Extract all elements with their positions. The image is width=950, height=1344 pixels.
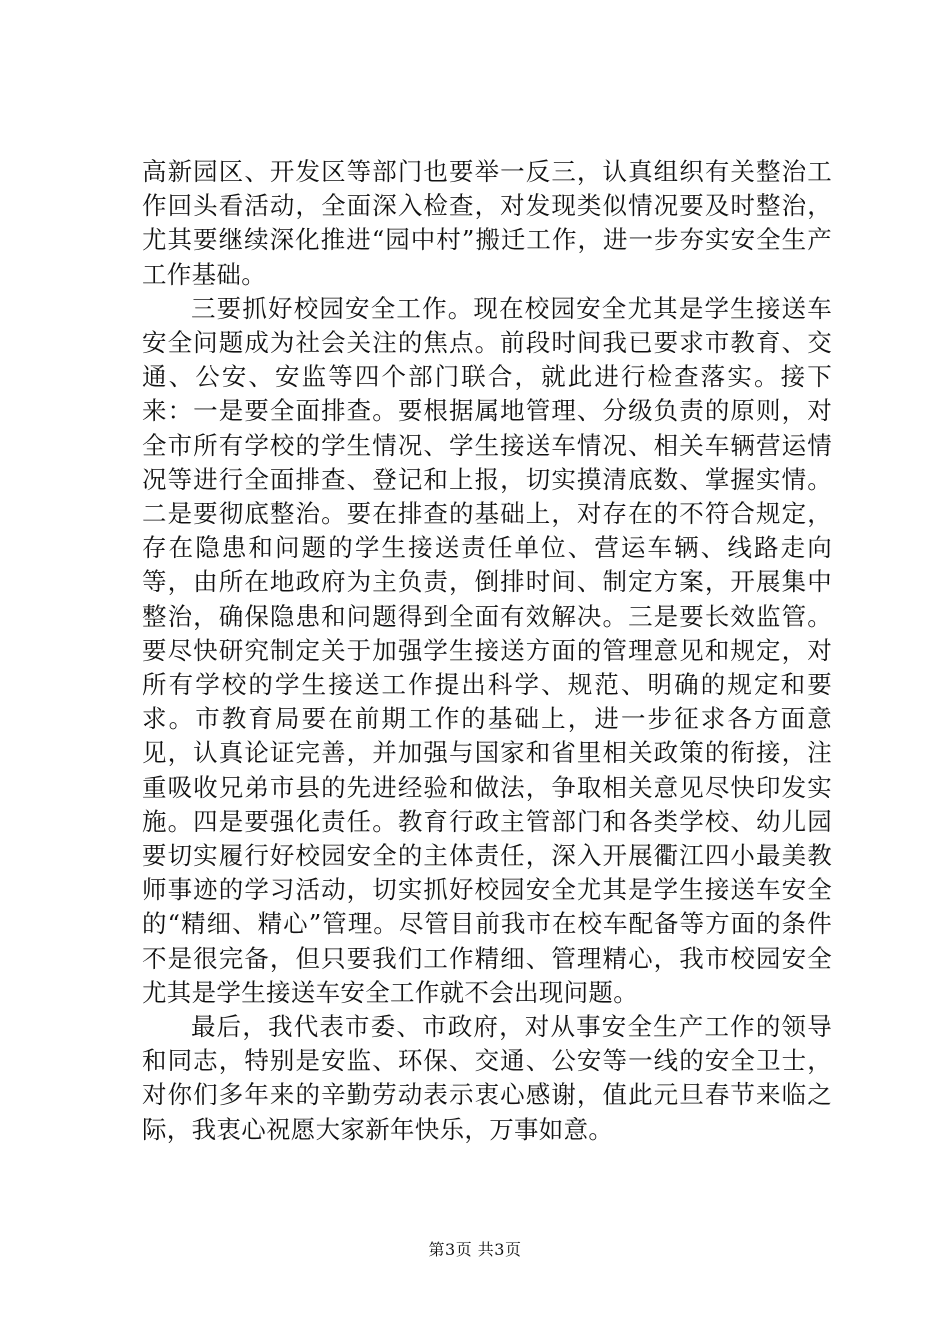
- paragraph-2: 三要抓好校园安全工作。现在校园安全尤其是学生接送车安全问题成为社会关注的焦点。前段时间我已要求市教育、交通、公安、安监等四个部门联合，就此进行检查落实。接下来：一是要全面排查。要根据属地管理、分级负责的原则，对全市所有学校的学生情况、学生接送车情况、相关车辆营运情况等进行全面排查、登记和上报，切实摸清底数、掌握实情。二是要彻底整治。要在排查的基础上，对存在的不符合规定，存在隐患和问题的学生接送责任单位、营运车辆、线路走向等，由所在地政府为主负责，倒排时间、制定方案，开展集中整治，确保隐患和问题得到全面有效解决。三是要长效监管。要尽快研究制定关于加强学生接送方面的管理意见和规定，对所有学校的学生接送工作提出科学、规范、明确的规定和要求。市教育局要在前期工作的基础上，进一步征求各方面意见，认真论证完善，并加强与国家和省里相关政策的衔接，注重吸收兄弟市县的先进经验和做法，争取相关意见尽快印发实施。四是要强化责任。教育行政主管部门和各类学校、幼儿园要切实履行好校园安全的主体责任，深入开展衢江四小最美教师事迹的学习活动，切实抓好校园安全尤其是学生接送车安全的“精细、精心”管理。尽管目前我市在校车配备等方面的条件不是很完备，但只要我们工作精细、管理精心，我市校园安全尤其是学生接送车安全工作就不会出现问题。: [142, 293, 832, 1007]
- page-number-footer: 第3页 共3页: [428, 1240, 522, 1259]
- paragraph-3: 最后，我代表市委、市政府，对从事安全生产工作的领导和同志，特别是安监、环保、交通、公安等一线的安全卫士，对你们多年来的辛勤劳动表示衷心感谢，值此元旦春节来临之际，我衷心祝愿大家新年快乐，万事如意。: [142, 1012, 832, 1144]
- document-body: [142, 155, 832, 1147]
- paragraph-1: 高新园区、开发区等部门也要举一反三，认真组织有关整治工作回头看活动，全面深入检查，对发现类似情况要及时整治，尤其要继续深化推进“园中村”搬迁工作，进一步夯实安全生产工作基础。: [142, 157, 832, 289]
